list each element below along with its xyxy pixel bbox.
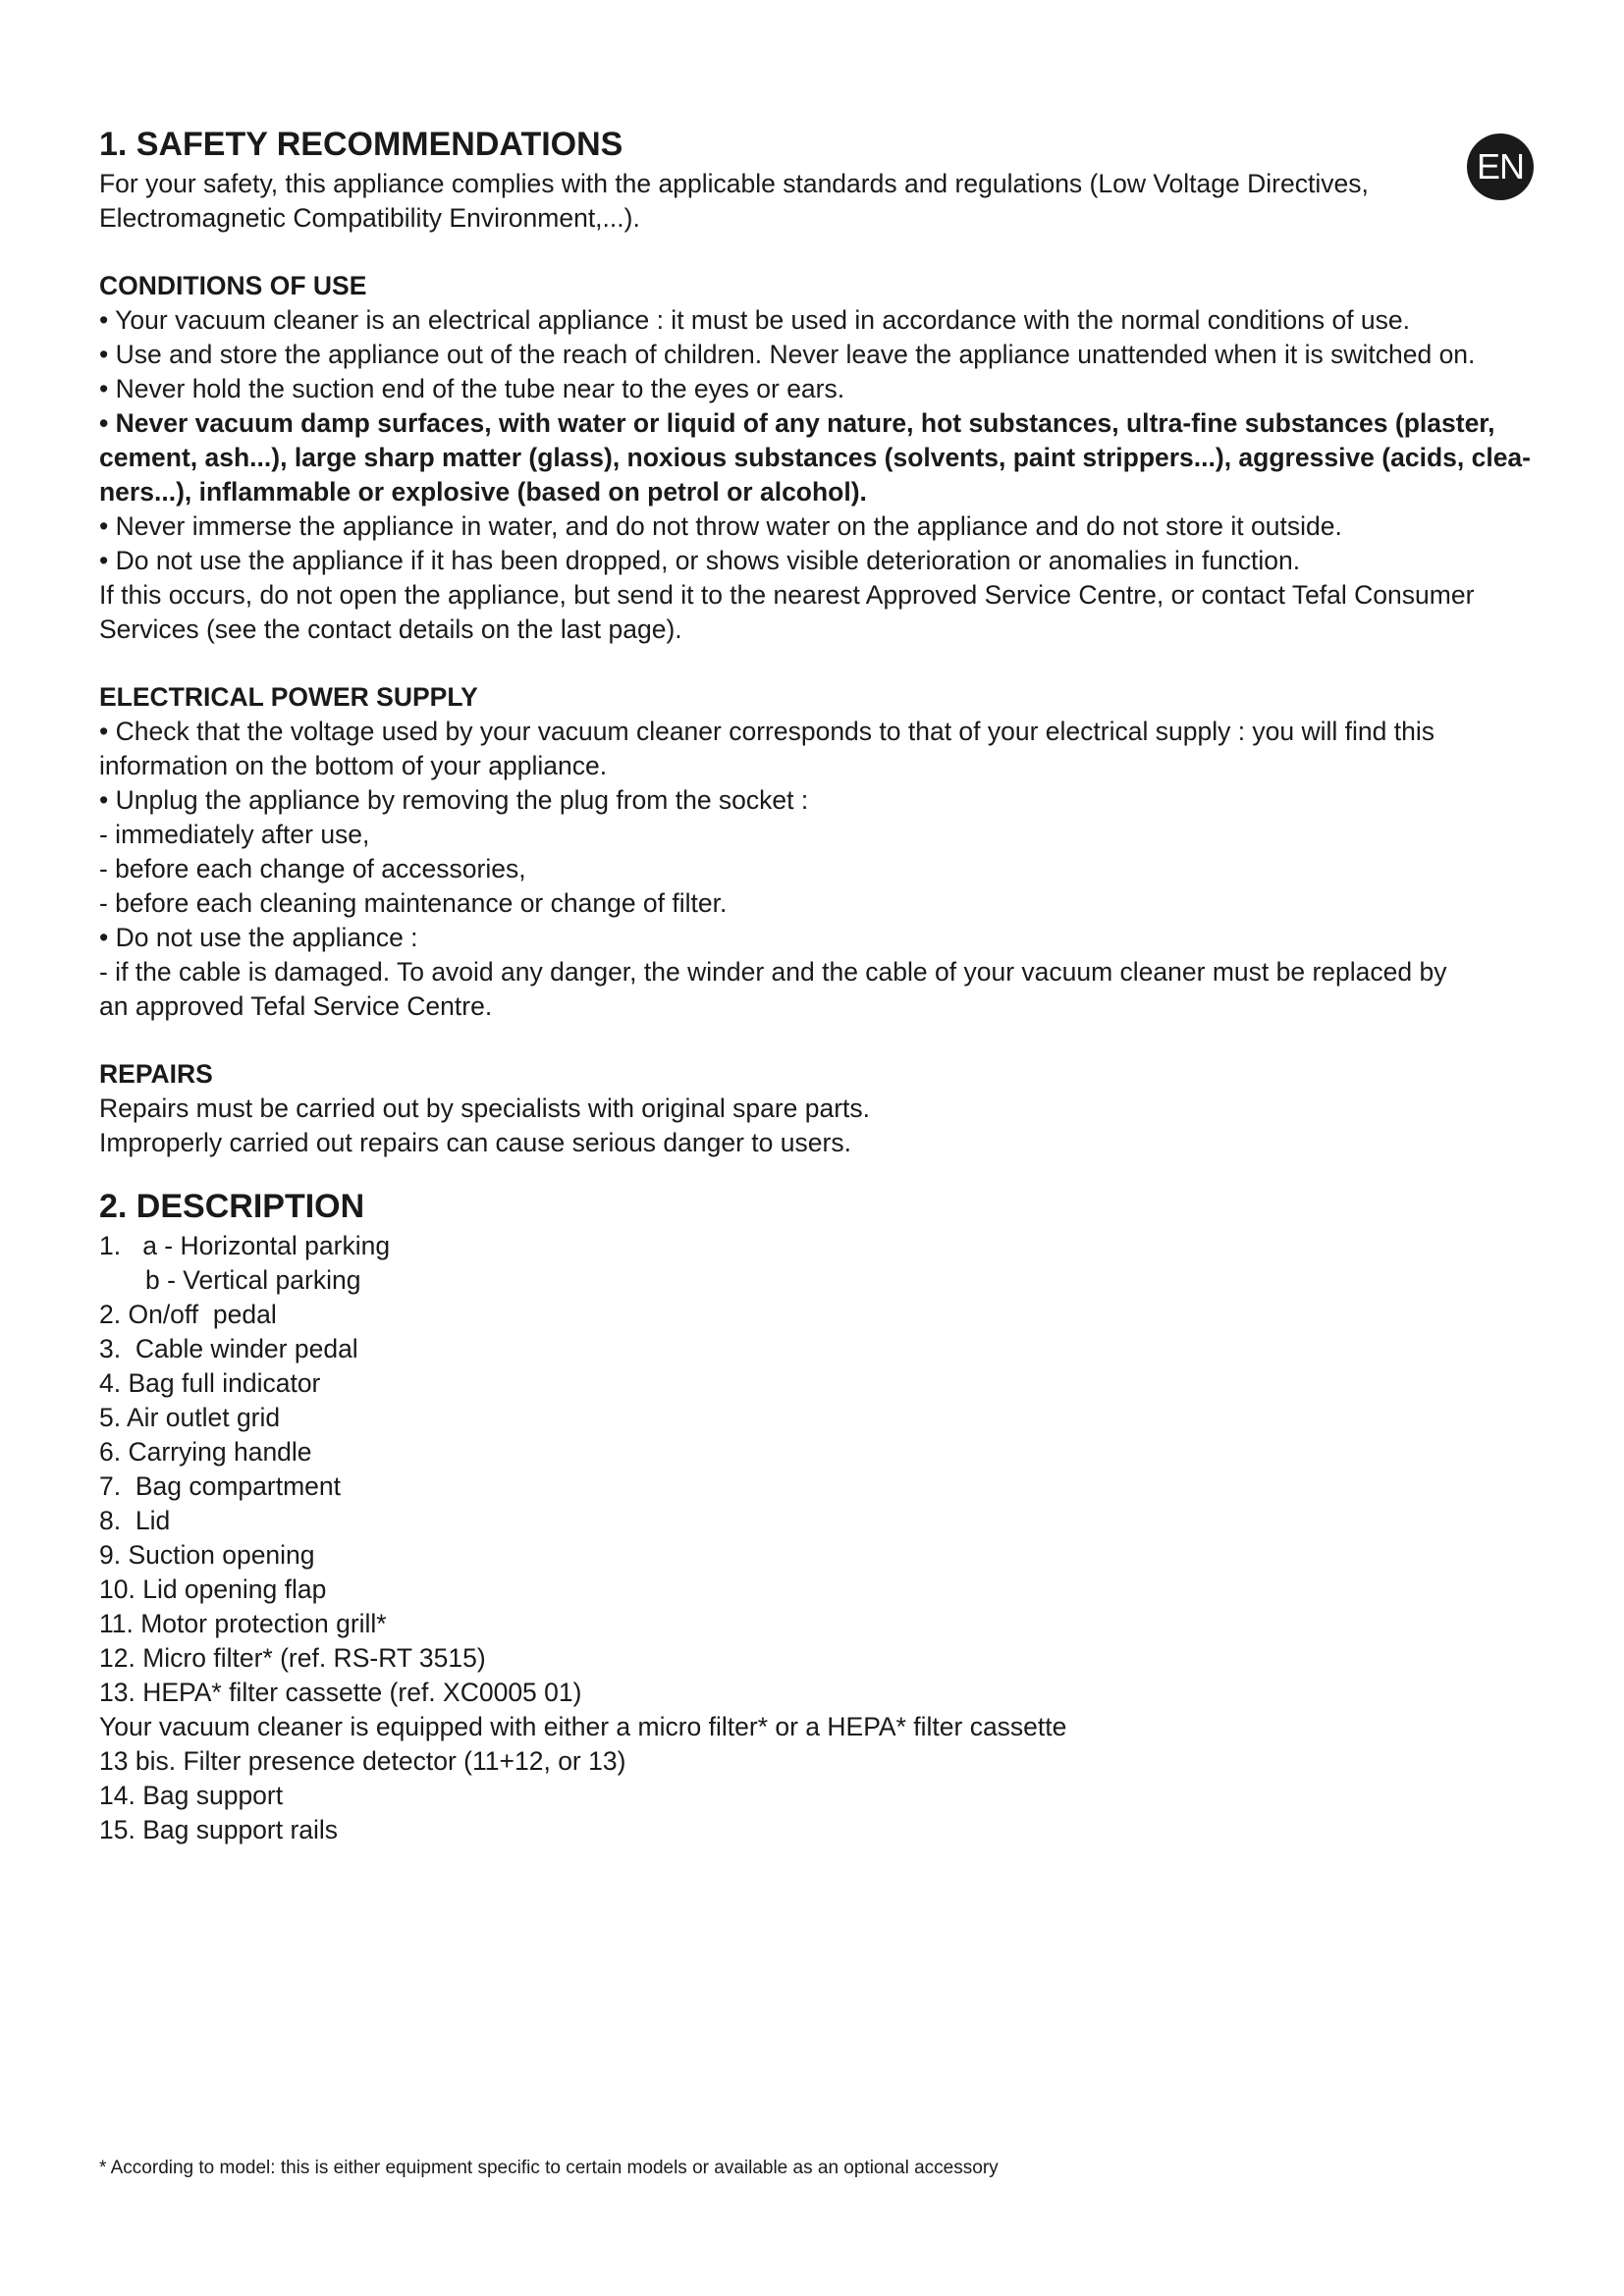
conditions-line: • Never hold the suction end of the tube near to the eyes or ears.: [99, 374, 845, 403]
electrical-line: - before each change of accessories,: [99, 854, 526, 883]
list-item: 5. Air outlet grid: [99, 1403, 281, 1432]
list-item: 12. Micro filter* (ref. RS-RT 3515): [99, 1643, 486, 1673]
list-item: 6. Carrying handle: [99, 1437, 312, 1467]
conditions-line: Services (see the contact details on the last page).: [99, 614, 682, 644]
list-item: Your vacuum cleaner is equipped with either a micro filter* or a HEPA* filter cassette: [99, 1712, 1067, 1741]
document-page: [99, 122, 1543, 1847]
list-item: 7. Bag compartment: [99, 1471, 341, 1501]
list-item: b - Vertical parking: [145, 1265, 361, 1295]
conditions-line: • Never immerse the appliance in water, and do not throw water on the appliance and do not store it outside.: [99, 511, 1342, 541]
list-item: 4. Bag full indicator: [99, 1368, 321, 1398]
list-item: 8. Lid: [99, 1506, 171, 1535]
list-item: 13. HEPA* filter cassette (ref. XC0005 01): [99, 1678, 582, 1707]
conditions-warning-line: • Never vacuum damp surfaces, with water or liquid of any nature, hot substances, ultra-fine substances (plaster,: [99, 408, 1495, 438]
conditions-warning-line: ners...), inflammable or explosive (based on petrol or alcohol).: [99, 477, 867, 507]
electrical-line: - before each cleaning maintenance or change of filter.: [99, 888, 728, 918]
list-item: 10. Lid opening flap: [99, 1575, 327, 1604]
electrical-line: information on the bottom of your appliance.: [99, 751, 608, 780]
conditions-warning-line: cement, ash...), large sharp matter (glass), noxious substances (solvents, paint strippers...), aggressive (acids, clea-: [99, 443, 1531, 472]
list-item: 3. Cable winder pedal: [99, 1334, 358, 1363]
footnote: * According to model: this is either equipment specific to certain models or available as an optional accessory: [99, 2158, 999, 2178]
electrical-line: • Check that the voltage used by your vacuum cleaner corresponds to that of your electrical supply : you will find this: [99, 717, 1435, 746]
heading-conditions-of-use: CONDITIONS OF USE: [99, 271, 367, 300]
electrical-line: - if the cable is damaged. To avoid any danger, the winder and the cable of your vacuum cleaner must be replaced by: [99, 957, 1447, 987]
heading-electrical-power-supply: ELECTRICAL POWER SUPPLY: [99, 682, 478, 712]
repairs-line: Improperly carried out repairs can cause serious danger to users.: [99, 1128, 851, 1157]
intro-line: For your safety, this appliance complies with the applicable standards and regulations (Low Voltage Directives,: [99, 169, 1369, 198]
list-item: 14. Bag support: [99, 1781, 284, 1810]
conditions-line: If this occurs, do not open the appliance, but send it to the nearest Approved Service Centre, or contact Tefal Consumer: [99, 580, 1475, 610]
electrical-line: - immediately after use,: [99, 820, 370, 849]
conditions-line: • Do not use the appliance if it has been dropped, or shows visible deterioration or anomalies in function.: [99, 546, 1301, 575]
electrical-line: an approved Tefal Service Centre.: [99, 991, 493, 1021]
section-title-safety: 1. SAFETY RECOMMENDATIONS: [99, 126, 623, 163]
list-item: 2. On/off pedal: [99, 1300, 277, 1329]
list-item: 1. a - Horizontal parking: [99, 1231, 391, 1260]
electrical-line: • Unplug the appliance by removing the plug from the socket :: [99, 785, 809, 815]
list-item: 11. Motor protection grill*: [99, 1609, 387, 1638]
language-badge-en: EN: [1467, 133, 1534, 200]
conditions-line: • Your vacuum cleaner is an electrical appliance : it must be used in accordance with the normal conditions of use.: [99, 305, 1411, 335]
list-item: 13 bis. Filter presence detector (11+12, or 13): [99, 1746, 626, 1776]
list-item: 15. Bag support rails: [99, 1815, 339, 1844]
conditions-line: • Use and store the appliance out of the reach of children. Never leave the appliance unattended when it is switched on.: [99, 340, 1476, 369]
repairs-line: Repairs must be carried out by specialists with original spare parts.: [99, 1094, 871, 1123]
electrical-line: • Do not use the appliance :: [99, 923, 418, 952]
list-item: 9. Suction opening: [99, 1540, 315, 1570]
description-list: [99, 1229, 1543, 1847]
section-title-description: 2. DESCRIPTION: [99, 1188, 365, 1225]
heading-repairs: REPAIRS: [99, 1059, 213, 1089]
intro-line: Electromagnetic Compatibility Environment,...).: [99, 203, 640, 233]
